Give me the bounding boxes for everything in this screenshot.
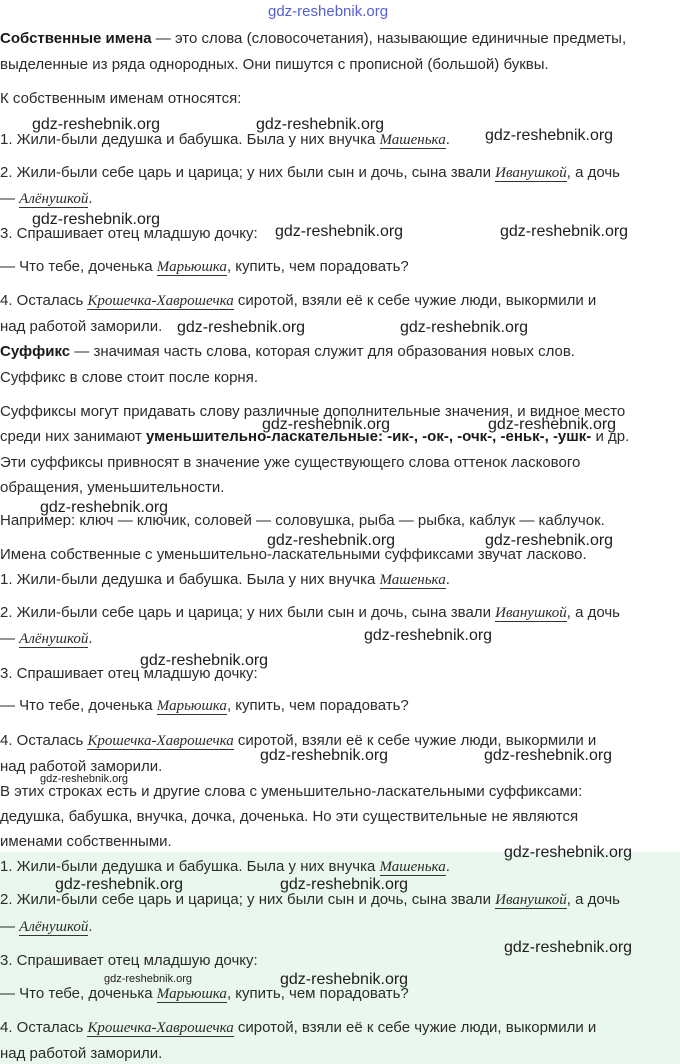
watermark: gdz-reshebnik.org [260, 747, 389, 764]
watermark: gdz-reshebnik.org [484, 747, 613, 764]
example-1: 1. Жили-были дедушка и бабушка. Была у них внучка Машенька. [0, 131, 450, 148]
example-1: 1. Жили-были дедушка и бабушка. Была у них внучка Машенька. [0, 571, 450, 588]
example-3-quote: — Что тебе, доченька Марьюшка, купить, чем порадовать? [0, 697, 409, 714]
example-2: 2. Жили-были себе царь и царица; у них были сын и дочь, сына звали Иванушкой, а дочь [0, 164, 620, 181]
proper-name: Иванушкой [495, 892, 567, 908]
proper-name: Марьюшка [156, 698, 227, 714]
watermark: gdz-reshebnik.org [104, 973, 193, 985]
proper-name: Иванушкой [495, 605, 567, 621]
watermark: gdz-reshebnik.org [177, 319, 306, 336]
suffix-examples: Например: ключ — ключик, соловей — соловушка, рыба — рыбка, каблук — каблучок. [0, 512, 605, 529]
example-4: 4. Осталась Крошечка-Хаврошечка сиротой, взяли её к себе чужие люди, выкормили и [0, 292, 597, 309]
watermark: gdz-reshebnik.org [267, 532, 396, 549]
proper-name: Марьюшка [156, 259, 227, 275]
example-3-quote: — Что тебе, доченька Марьюшка, купить, чем порадовать? [0, 985, 409, 1002]
proper-name: Крошечка-Хаврошечка [87, 1020, 234, 1036]
example-2: 2. Жили-были себе царь и царица; у них были сын и дочь, сына звали Иванушкой, а дочь [0, 604, 620, 621]
example-3: 3. Спрашивает отец младшую дочку: [0, 665, 258, 682]
example-4: 4. Осталась Крошечка-Хаврошечка сиротой, взяли её к себе чужие люди, выкормили и [0, 1019, 597, 1036]
proper-name: Алёнушкой [19, 919, 89, 935]
suffix-definition-cont: Суффикс в слове стоит после корня. [0, 369, 259, 386]
suffix-paragraph: среди них занимают уменьшительно-ласкательные: -ик-, -ок-, -очк-, -еньк-, -ушк- и др. [0, 428, 630, 445]
proper-name: Алёнушкой [19, 631, 89, 647]
watermark: gdz-reshebnik.org [32, 116, 161, 133]
proper-name: Алёнушкой [19, 191, 89, 207]
proper-name: Крошечка-Хаврошечка [87, 733, 234, 749]
example-3: 3. Спрашивает отец младшую дочку: [0, 225, 258, 242]
watermark: gdz-reshebnik.org [140, 652, 269, 669]
proper-name: Машенька [379, 572, 446, 588]
suffix-paragraph: Эти суффиксы привносят в значение уже существующего слова оттенок ласкового [0, 454, 581, 471]
watermark: gdz-reshebnik.org [485, 127, 614, 144]
example-2: 2. Жили-были себе царь и царица; у них были сын и дочь, сына звали Иванушкой, а дочь [0, 891, 620, 908]
suffix-paragraph: Суффиксы могут придавать слову различные дополнительные значения, и видное место [0, 403, 626, 420]
watermark: gdz-reshebnik.org [488, 416, 617, 433]
watermark: gdz-reshebnik.org [500, 223, 629, 240]
proper-names-lead: К собственным именам относятся: [0, 90, 242, 107]
watermark: gdz-reshebnik.org [504, 844, 633, 861]
example-2-cont: — Алёнушкой. [0, 190, 93, 207]
example-3: 3. Спрашивает отец младшую дочку: [0, 952, 258, 969]
example-1: 1. Жили-были дедушка и бабушка. Была у них внучка Машенька. [0, 858, 450, 875]
other-words-note: именами собственными. [0, 833, 172, 850]
proper-names-definition: Собственные имена — это слова (словосочетания), называющие единичные предметы, [0, 30, 627, 47]
example-4-cont: над работой заморили. [0, 318, 163, 335]
watermark: gdz-reshebnik.org [268, 3, 389, 20]
watermark: gdz-reshebnik.org [504, 939, 633, 956]
example-4-cont: над работой заморили. [0, 1045, 163, 1062]
example-2-cont: — Алёнушкой. [0, 630, 93, 647]
watermark: gdz-reshebnik.org [485, 532, 614, 549]
watermark: gdz-reshebnik.org [256, 116, 385, 133]
other-words-note: дедушка, бабушка, внучка, дочка, доченька. Но эти существительные не являются [0, 808, 579, 825]
proper-name: Машенька [379, 859, 446, 875]
watermark: gdz-reshebnik.org [262, 416, 391, 433]
example-4: 4. Осталась Крошечка-Хаврошечка сиротой, взяли её к себе чужие люди, выкормили и [0, 732, 597, 749]
example-2-cont: — Алёнушкой. [0, 918, 93, 935]
suffix-definition: Суффикс — значимая часть слова, которая служит для образования новых слов. [0, 343, 575, 360]
proper-name: Иванушкой [495, 165, 567, 181]
example-3-quote: — Что тебе, доченька Марьюшка, купить, чем порадовать? [0, 258, 409, 275]
proper-name: Машенька [379, 132, 446, 148]
watermark: gdz-reshebnik.org [280, 876, 409, 893]
watermark: gdz-reshebnik.org [40, 499, 169, 516]
proper-name: Марьюшка [156, 986, 227, 1002]
watermark: gdz-reshebnik.org [364, 627, 493, 644]
watermark: gdz-reshebnik.org [280, 971, 409, 988]
watermark: gdz-reshebnik.org [55, 876, 184, 893]
watermark: gdz-reshebnik.org [275, 223, 404, 240]
watermark: gdz-reshebnik.org [40, 773, 129, 785]
suffix-paragraph: обращения, уменьшительности. [0, 479, 225, 496]
other-words-note: В этих строках есть и другие слова с уменьшительно-ласкательными суффиксами: [0, 783, 583, 800]
watermark: gdz-reshebnik.org [400, 319, 529, 336]
suffix-names-note: Имена собственные с уменьшительно-ласкательными суффиксами звучат ласково. [0, 546, 587, 563]
example-4-cont: над работой заморили. [0, 758, 163, 775]
proper-names-definition-cont: выделенные из ряда однородных. Они пишутся с прописной (большой) буквы. [0, 56, 549, 73]
proper-name: Крошечка-Хаврошечка [87, 293, 234, 309]
watermark: gdz-reshebnik.org [32, 211, 161, 228]
